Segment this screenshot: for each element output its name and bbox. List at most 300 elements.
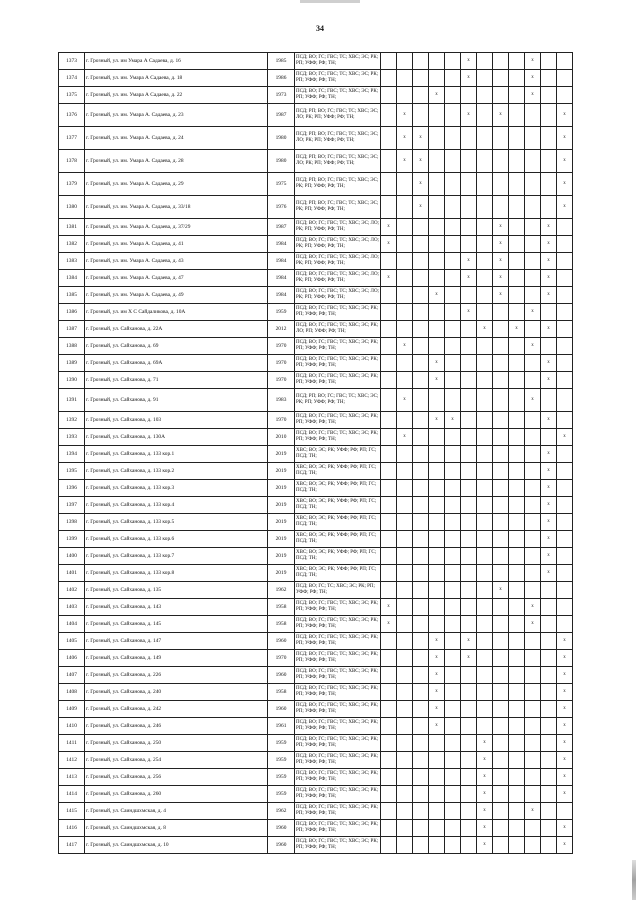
row-number: 1396 (59, 480, 85, 497)
schedule-mark-cell: x (541, 548, 557, 565)
schedule-mark-cell: x (541, 355, 557, 372)
schedule-mark-cell: x (557, 769, 573, 786)
row-number: 1394 (59, 446, 85, 463)
schedule-mark-cell (541, 127, 557, 150)
schedule-mark-cell (397, 480, 413, 497)
works-codes-cell: ПСД; ВО; ГС; ГВС; ТС; ХВС; ЭС; РК; РП; УФФ; РФ; ТН; (295, 616, 381, 633)
table-row (59, 667, 573, 684)
schedule-mark-cell (509, 718, 525, 735)
schedule-mark-cell (477, 684, 493, 701)
schedule-mark-cell: x (541, 565, 557, 582)
schedule-mark-cell (541, 769, 557, 786)
schedule-mark-cell (461, 701, 477, 718)
schedule-mark-cell (509, 196, 525, 219)
address-cell: г. Грозный, ул. им Умара А Садаева, д. 16 (85, 53, 268, 70)
schedule-mark-cell: x (541, 497, 557, 514)
schedule-mark-cell (493, 87, 509, 104)
schedule-mark-cell (445, 463, 461, 480)
schedule-mark-cell (557, 463, 573, 480)
schedule-mark-cell: x (429, 684, 445, 701)
schedule-mark-cell (413, 53, 429, 70)
schedule-mark-cell (525, 372, 541, 389)
schedule-mark-cell (477, 338, 493, 355)
schedule-mark-cell (493, 752, 509, 769)
address-cell: г. Грозный, ул. Сайханова, д. 133 кор.1 (85, 446, 268, 463)
schedule-mark-cell: x (493, 270, 509, 287)
schedule-mark-cell (429, 480, 445, 497)
row-number: 1398 (59, 514, 85, 531)
schedule-mark-cell (445, 338, 461, 355)
schedule-mark-cell (557, 355, 573, 372)
schedule-mark-cell (461, 480, 477, 497)
row-number: 1395 (59, 463, 85, 480)
schedule-mark-cell (541, 582, 557, 599)
works-codes-cell: ПСД; ВО; ГС; ГВС; ТС; ХВС; ЭС; РК; РП; УФФ; РФ; ТН; (295, 786, 381, 803)
address-cell: г. Грозный, ул. Сайханова, д. 69 (85, 338, 268, 355)
row-number: 1412 (59, 752, 85, 769)
address-cell: г. Грозный, ул. Сайханова, д. 254 (85, 752, 268, 769)
schedule-mark-cell (493, 599, 509, 616)
year-cell: 1984 (268, 236, 295, 253)
schedule-mark-cell (509, 582, 525, 599)
schedule-mark-cell (541, 837, 557, 854)
works-codes-cell: ПСД; ВО; ГС; ГВС; ТС; ХВС; ЭС; ЛО; РК; РП; УФФ; РФ; ТН; (295, 287, 381, 304)
table-row (59, 173, 573, 196)
year-cell: 2019 (268, 497, 295, 514)
schedule-mark-cell (429, 104, 445, 127)
schedule-mark-cell (445, 633, 461, 650)
row-number: 1405 (59, 633, 85, 650)
schedule-mark-cell (381, 820, 397, 837)
schedule-mark-cell (525, 667, 541, 684)
schedule-mark-cell (525, 429, 541, 446)
table-row (59, 321, 573, 338)
schedule-mark-cell (381, 837, 397, 854)
year-cell: 1984 (268, 287, 295, 304)
year-cell: 2019 (268, 531, 295, 548)
schedule-mark-cell (493, 548, 509, 565)
works-codes-cell: ПСД; ВО; ГС; ГВС; ТС; ХВС; ЭС; РК; РП; УФФ; РФ; ТН; (295, 837, 381, 854)
schedule-mark-cell (541, 304, 557, 321)
schedule-mark-cell (381, 412, 397, 429)
schedule-mark-cell (493, 650, 509, 667)
schedule-mark-cell (413, 599, 429, 616)
schedule-mark-cell (557, 304, 573, 321)
schedule-mark-cell (413, 389, 429, 412)
schedule-mark-cell (477, 480, 493, 497)
schedule-mark-cell (381, 650, 397, 667)
schedule-mark-cell (477, 616, 493, 633)
table-row (59, 531, 573, 548)
address-cell: г. Грозный, ул. им. Умара А. Садаева, д. 47 (85, 270, 268, 287)
table-row (59, 389, 573, 412)
schedule-mark-cell (397, 219, 413, 236)
schedule-mark-cell (445, 236, 461, 253)
schedule-mark-cell (493, 304, 509, 321)
schedule-mark-cell (413, 304, 429, 321)
schedule-mark-cell: x (557, 735, 573, 752)
schedule-mark-cell (413, 752, 429, 769)
schedule-mark-cell (493, 463, 509, 480)
schedule-mark-cell (381, 429, 397, 446)
schedule-mark-cell (541, 684, 557, 701)
schedule-mark-cell: x (477, 769, 493, 786)
schedule-mark-cell (381, 582, 397, 599)
year-cell: 1960 (268, 701, 295, 718)
schedule-mark-cell (493, 820, 509, 837)
schedule-mark-cell (461, 127, 477, 150)
schedule-mark-cell (397, 548, 413, 565)
works-codes-cell: ПСД; ВО; ГС; ГВС; ТС; ХВС; ЭС; РК; РП; УФФ; РФ; ТН; (295, 599, 381, 616)
schedule-mark-cell (461, 735, 477, 752)
schedule-mark-cell (445, 735, 461, 752)
schedule-mark-cell (557, 87, 573, 104)
schedule-mark-cell (381, 497, 397, 514)
schedule-mark-cell (381, 548, 397, 565)
schedule-mark-cell (461, 287, 477, 304)
schedule-mark-cell: x (493, 219, 509, 236)
schedule-mark-cell (477, 253, 493, 270)
table-row (59, 287, 573, 304)
works-codes-cell: ПСД; ВО; ГС; ГВС; ТС; ХВС; ЭС; РК; ЛО; РП; УФФ; РФ; ТН; (295, 321, 381, 338)
schedule-mark-cell (509, 616, 525, 633)
year-cell: 1970 (268, 412, 295, 429)
schedule-mark-cell (557, 338, 573, 355)
address-cell: г. Грозный, ул. Сайханова, д. 133 кор.3 (85, 480, 268, 497)
schedule-mark-cell (493, 127, 509, 150)
table-row (59, 837, 573, 854)
table-row (59, 548, 573, 565)
schedule-mark-cell: x (397, 150, 413, 173)
schedule-mark-cell (509, 429, 525, 446)
schedule-mark-cell (509, 650, 525, 667)
row-number: 1399 (59, 531, 85, 548)
schedule-mark-cell: x (413, 150, 429, 173)
address-cell: г. Грозный, ул. Сайханова, д. 133 кор.4 (85, 497, 268, 514)
address-cell: г. Грозный, ул. им. Умара А. Садаева, д. 49 (85, 287, 268, 304)
schedule-mark-cell (429, 127, 445, 150)
page-number: 34 (316, 24, 324, 33)
schedule-mark-cell: x (429, 355, 445, 372)
schedule-mark-cell (413, 820, 429, 837)
schedule-mark-cell (397, 565, 413, 582)
year-cell: 1970 (268, 338, 295, 355)
schedule-mark-cell (477, 372, 493, 389)
schedule-mark-cell (557, 803, 573, 820)
year-cell: 1970 (268, 372, 295, 389)
schedule-mark-cell (445, 196, 461, 219)
schedule-mark-cell (381, 480, 397, 497)
schedule-mark-cell (493, 446, 509, 463)
schedule-mark-cell (381, 786, 397, 803)
schedule-mark-cell (381, 104, 397, 127)
schedule-mark-cell: x (429, 701, 445, 718)
schedule-mark-cell: x (397, 429, 413, 446)
schedule-mark-cell (477, 514, 493, 531)
schedule-mark-cell (541, 173, 557, 196)
schedule-mark-cell: x (557, 786, 573, 803)
schedule-mark-cell (397, 786, 413, 803)
address-cell: г. Грозный, ул. Сайханова, д. 145 (85, 616, 268, 633)
schedule-mark-cell (397, 650, 413, 667)
schedule-mark-cell (413, 429, 429, 446)
row-number: 1377 (59, 127, 85, 150)
schedule-mark-cell (477, 701, 493, 718)
schedule-mark-cell (397, 803, 413, 820)
schedule-mark-cell (541, 338, 557, 355)
schedule-mark-cell (541, 429, 557, 446)
schedule-mark-cell: x (429, 650, 445, 667)
schedule-mark-cell (477, 287, 493, 304)
schedule-mark-cell (477, 531, 493, 548)
schedule-mark-cell (381, 321, 397, 338)
schedule-mark-cell (381, 667, 397, 684)
schedule-mark-cell (381, 338, 397, 355)
address-cell: г. Грозный, ул. им. Умара А Садаева, д. 18 (85, 70, 268, 87)
schedule-mark-cell (429, 531, 445, 548)
schedule-mark-cell (413, 582, 429, 599)
schedule-mark-cell (397, 287, 413, 304)
schedule-mark-cell (397, 304, 413, 321)
schedule-mark-cell (413, 735, 429, 752)
schedule-mark-cell (429, 236, 445, 253)
schedule-mark-cell (525, 196, 541, 219)
year-cell: 2019 (268, 514, 295, 531)
scan-smudge (300, 0, 360, 3)
row-number: 1408 (59, 684, 85, 701)
schedule-mark-cell: x (429, 372, 445, 389)
schedule-mark-cell (397, 735, 413, 752)
schedule-mark-cell: x (525, 616, 541, 633)
year-cell: 2019 (268, 446, 295, 463)
works-codes-cell: ПСД; ВО; ГС; ГВС; ТС; ХВС; ЭС; РК; РП; УФФ; РФ; ТН; (295, 412, 381, 429)
row-number: 1374 (59, 70, 85, 87)
schedule-mark-cell (509, 667, 525, 684)
schedule-mark-cell (541, 803, 557, 820)
schedule-mark-cell (445, 837, 461, 854)
schedule-mark-cell (445, 616, 461, 633)
schedule-mark-cell (525, 480, 541, 497)
schedule-mark-cell (509, 752, 525, 769)
schedule-mark-cell (397, 497, 413, 514)
schedule-mark-cell (509, 803, 525, 820)
address-cell: г. Грозный, ул. им. Умара А. Садаева, д. 28 (85, 150, 268, 173)
schedule-mark-cell: x (541, 287, 557, 304)
table-row (59, 786, 573, 803)
address-cell: г. Грозный, ул. им. Умара А. Садаева, д. 24 (85, 127, 268, 150)
schedule-mark-cell (557, 412, 573, 429)
address-cell: г. Грозный, ул. Сайханова, д. 133 кор.6 (85, 531, 268, 548)
works-codes-cell: ПСД; ВО; ГС; ГВС; ТС; ХВС; ЭС; РК; РП; УФФ; РФ; ТН; (295, 429, 381, 446)
schedule-mark-cell: x (525, 599, 541, 616)
schedule-mark-cell: x (493, 253, 509, 270)
schedule-mark-cell (445, 718, 461, 735)
schedule-mark-cell: x (461, 104, 477, 127)
schedule-mark-cell: x (557, 633, 573, 650)
schedule-mark-cell (413, 480, 429, 497)
schedule-mark-cell (477, 355, 493, 372)
schedule-mark-cell: x (557, 196, 573, 219)
schedule-mark-cell (509, 735, 525, 752)
row-number: 1417 (59, 837, 85, 854)
schedule-mark-cell (429, 196, 445, 219)
schedule-mark-cell (413, 718, 429, 735)
schedule-mark-cell (397, 87, 413, 104)
schedule-mark-cell (525, 497, 541, 514)
schedule-mark-cell (509, 127, 525, 150)
address-cell: г. Грозный, ул. Сайханова, д. 143 (85, 599, 268, 616)
schedule-mark-cell (445, 446, 461, 463)
schedule-mark-cell (397, 372, 413, 389)
schedule-mark-cell (429, 803, 445, 820)
schedule-mark-cell (509, 173, 525, 196)
schedule-mark-cell: x (461, 270, 477, 287)
schedule-mark-cell: x (525, 338, 541, 355)
year-cell: 1980 (268, 150, 295, 173)
schedule-mark-cell: x (493, 582, 509, 599)
table-row (59, 650, 573, 667)
schedule-mark-cell: x (557, 127, 573, 150)
schedule-mark-cell: x (557, 701, 573, 718)
schedule-mark-cell (381, 769, 397, 786)
schedule-mark-cell (525, 412, 541, 429)
works-codes-cell: ПСД; ВО; ГС; ГВС; ТС; ХВС; ЭС; РК; РП; УФФ; РФ; ТН; (295, 803, 381, 820)
schedule-mark-cell (477, 667, 493, 684)
year-cell: 1975 (268, 173, 295, 196)
schedule-mark-cell (445, 150, 461, 173)
schedule-mark-cell (509, 480, 525, 497)
row-number: 1376 (59, 104, 85, 127)
schedule-mark-cell (541, 650, 557, 667)
schedule-mark-cell (461, 497, 477, 514)
schedule-mark-cell (493, 70, 509, 87)
schedule-mark-cell (445, 701, 461, 718)
schedule-mark-cell (429, 173, 445, 196)
schedule-mark-cell (429, 304, 445, 321)
schedule-mark-cell (445, 650, 461, 667)
table-row (59, 219, 573, 236)
address-cell: г. Грозный, ул. Сайханова, д. 226 (85, 667, 268, 684)
schedule-mark-cell (381, 304, 397, 321)
table-row (59, 304, 573, 321)
schedule-mark-cell (445, 769, 461, 786)
address-cell: г. Грозный, ул. Сайханова, д. 133 кор.8 (85, 565, 268, 582)
year-cell: 1960 (268, 633, 295, 650)
year-cell: 2019 (268, 480, 295, 497)
address-cell: г. Грозный, ул. Сайханова, д. 147 (85, 633, 268, 650)
schedule-mark-cell (445, 219, 461, 236)
schedule-mark-cell (493, 718, 509, 735)
schedule-mark-cell: x (541, 321, 557, 338)
row-number: 1383 (59, 253, 85, 270)
schedule-mark-cell (477, 53, 493, 70)
row-number: 1397 (59, 497, 85, 514)
schedule-mark-cell (413, 253, 429, 270)
works-codes-cell: ПСД; РП; ВО; ГС; ГВС; ТС; ХВС; ЭС; РК; РП; УФФ; РФ; ТН; (295, 196, 381, 219)
works-codes-cell: ХВС; ВО; ЭС; РК; УФФ; РФ; РП; ГС; ПСД; ТН; (295, 531, 381, 548)
schedule-mark-cell (477, 718, 493, 735)
schedule-mark-cell (461, 616, 477, 633)
schedule-mark-cell: x (381, 236, 397, 253)
schedule-mark-cell (509, 270, 525, 287)
schedule-mark-cell (429, 321, 445, 338)
schedule-mark-cell: x (541, 236, 557, 253)
table-row (59, 253, 573, 270)
table-row (59, 355, 573, 372)
schedule-mark-cell: x (429, 287, 445, 304)
schedule-mark-cell: x (525, 70, 541, 87)
schedule-mark-cell (493, 616, 509, 633)
schedule-mark-cell (509, 531, 525, 548)
schedule-mark-cell (461, 463, 477, 480)
schedule-mark-cell (477, 304, 493, 321)
schedule-mark-cell (397, 752, 413, 769)
schedule-mark-cell: x (493, 236, 509, 253)
works-codes-cell: ПСД; ВО; ГС; ГВС; ТС; ХВС; ЭС; РК; РП; УФФ; РФ; ТН; (295, 735, 381, 752)
schedule-mark-cell (477, 582, 493, 599)
schedule-mark-cell: x (445, 412, 461, 429)
row-number: 1382 (59, 236, 85, 253)
schedule-mark-cell (509, 389, 525, 412)
schedule-mark-cell (493, 514, 509, 531)
schedule-mark-cell (397, 173, 413, 196)
schedule-mark-cell: x (477, 752, 493, 769)
schedule-mark-cell (397, 514, 413, 531)
schedule-mark-cell: x (429, 718, 445, 735)
schedule-mark-cell (461, 338, 477, 355)
table-row (59, 599, 573, 616)
schedule-mark-cell (525, 531, 541, 548)
schedule-mark-cell (445, 173, 461, 196)
schedule-mark-cell (445, 53, 461, 70)
schedule-mark-cell (509, 150, 525, 173)
schedule-mark-cell (445, 786, 461, 803)
row-number: 1379 (59, 173, 85, 196)
schedule-mark-cell (381, 633, 397, 650)
schedule-mark-cell (397, 701, 413, 718)
schedule-mark-cell: x (397, 127, 413, 150)
schedule-mark-cell: x (413, 127, 429, 150)
address-cell: г. Грозный, ул. им. Умара А. Садаева, д. 23 (85, 104, 268, 127)
row-number: 1407 (59, 667, 85, 684)
schedule-mark-cell (493, 497, 509, 514)
schedule-mark-cell: x (557, 684, 573, 701)
schedule-mark-cell: x (541, 463, 557, 480)
row-number: 1375 (59, 87, 85, 104)
schedule-mark-cell (461, 372, 477, 389)
address-cell: г. Грозный, ул. Сайханова, д. 130А (85, 429, 268, 446)
table-row (59, 480, 573, 497)
schedule-mark-cell (397, 599, 413, 616)
schedule-mark-cell (445, 684, 461, 701)
schedule-mark-cell (445, 253, 461, 270)
schedule-mark-cell (429, 429, 445, 446)
schedule-mark-cell (525, 321, 541, 338)
table-row (59, 565, 573, 582)
works-codes-cell: ХВС; ВО; ЭС; РК; УФФ; РФ; РП; ГС; ПСД; ТН; (295, 480, 381, 497)
schedule-mark-cell (445, 803, 461, 820)
schedule-mark-cell (525, 565, 541, 582)
schedule-mark-cell (525, 287, 541, 304)
schedule-mark-cell: x (429, 87, 445, 104)
schedule-mark-cell (413, 321, 429, 338)
works-codes-cell: ХВС; ВО; ЭС; РК; УФФ; РФ; РП; ГС; ПСД; ТН; (295, 463, 381, 480)
schedule-mark-cell (461, 803, 477, 820)
works-codes-cell: ПСД; ВО; ГС; ГВС; ТС; ХВС; ЭС; РК; РП; УФФ; РФ; ТН; (295, 667, 381, 684)
schedule-mark-cell (557, 480, 573, 497)
schedule-mark-cell (525, 104, 541, 127)
schedule-mark-cell (413, 270, 429, 287)
